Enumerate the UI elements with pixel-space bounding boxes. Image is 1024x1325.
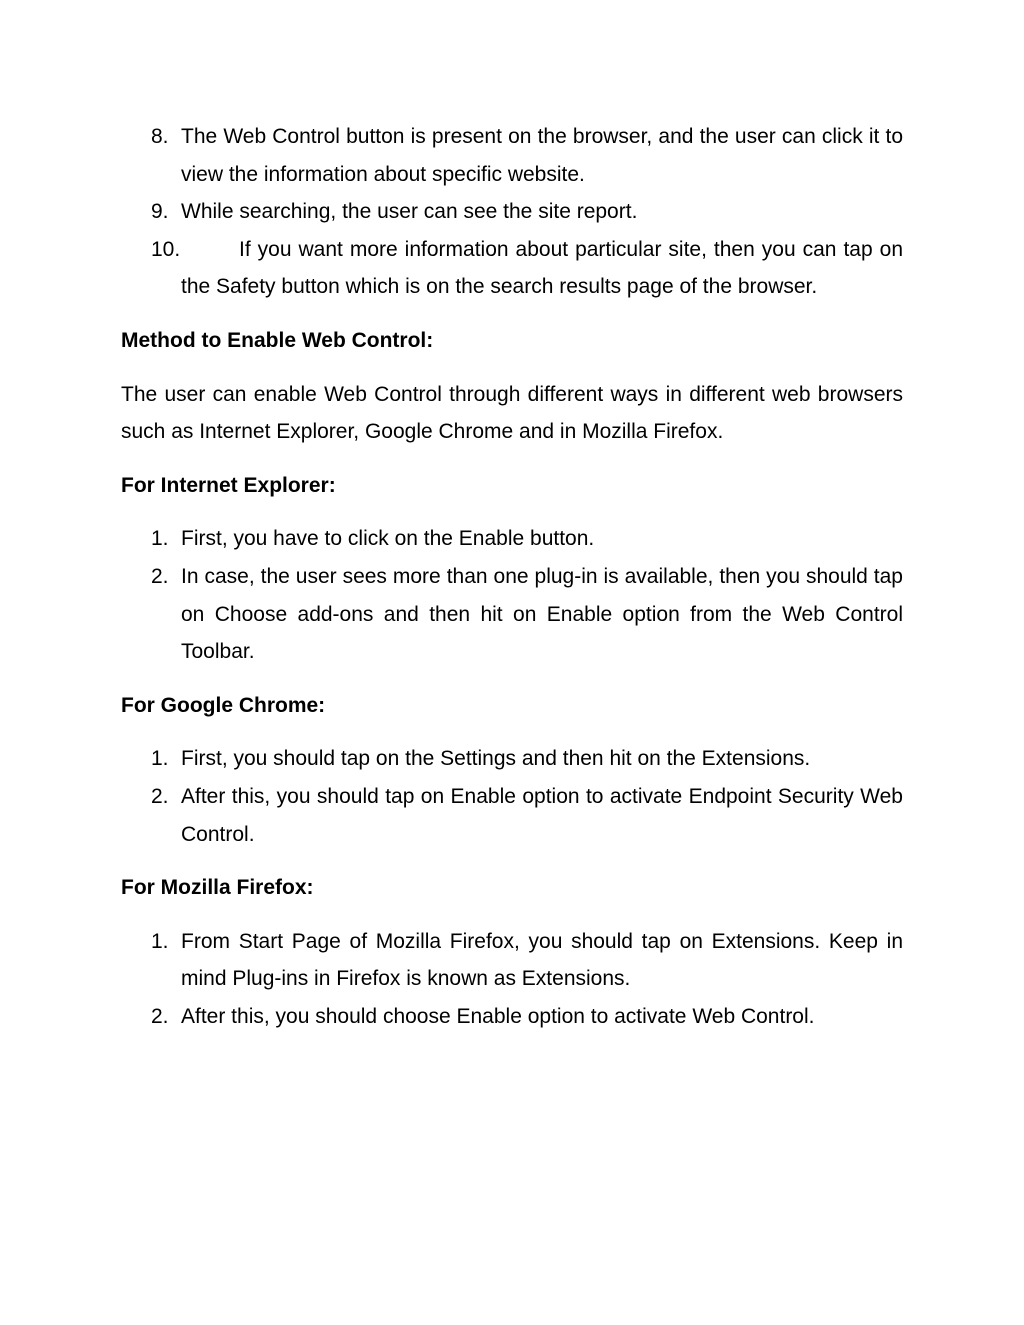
- ie-numbered-list: [121, 520, 903, 670]
- list-number: 2.: [151, 564, 169, 588]
- list-item: [121, 193, 903, 231]
- list-item-text: First, you should tap on the Settings and then hit on the Extensions.: [181, 747, 811, 771]
- list-item: [121, 778, 903, 853]
- list-item: [121, 740, 903, 778]
- list-item-text: After this, you should tap on Enable option to activate Endpoint Security Web Control.: [181, 784, 903, 846]
- list-number: 1.: [151, 527, 169, 551]
- list-item-text: In case, the user sees more than one plug-in is available, then you should tap on Choose add-ons and then hit on Enable option from the Web Control Toolbar.: [181, 564, 903, 664]
- firefox-heading: For Mozilla Firefox:: [121, 876, 314, 900]
- document-page: [121, 118, 903, 1035]
- list-item: [121, 231, 903, 306]
- list-number: 2.: [151, 1004, 169, 1028]
- list-item: [121, 998, 903, 1036]
- firefox-numbered-list: [121, 923, 903, 1036]
- list-item-text: The Web Control button is present on the browser, and the user can click it to view the information about specific website.: [181, 125, 903, 186]
- list-item-text: First, you have to click on the Enable button.: [181, 527, 595, 551]
- top-numbered-list: [121, 118, 903, 306]
- chrome-heading: For Google Chrome:: [121, 693, 326, 717]
- ie-heading: For Internet Explorer:: [121, 473, 336, 497]
- list-number: 10.: [151, 237, 181, 261]
- list-item: [121, 923, 903, 998]
- method-heading: Method to Enable Web Control:: [121, 328, 434, 352]
- list-item-text: After this, you should choose Enable option to activate Web Control.: [181, 1004, 815, 1028]
- method-paragraph: The user can enable Web Control through different ways in different web browsers such as Internet Explorer, Google Chrome and in Mozilla Firefox.: [121, 382, 903, 444]
- list-number: 8.: [151, 125, 169, 148]
- list-number: 1.: [151, 929, 169, 953]
- chrome-numbered-list: [121, 740, 903, 853]
- list-number: 2.: [151, 784, 169, 808]
- list-number: 9.: [151, 200, 169, 224]
- list-item-text: While searching, the user can see the site report.: [181, 200, 638, 224]
- list-item-text: From Start Page of Mozilla Firefox, you should tap on Extensions. Keep in mind Plug-ins in Firefox is known as Extensions.: [181, 929, 903, 991]
- list-number: 1.: [151, 747, 169, 771]
- list-item: [121, 558, 903, 671]
- list-item: [121, 118, 903, 193]
- list-item: [121, 520, 903, 558]
- list-item-text: If you want more information about particular site, then you can tap on the Safety button which is on the search results page of the browser.: [181, 237, 903, 299]
